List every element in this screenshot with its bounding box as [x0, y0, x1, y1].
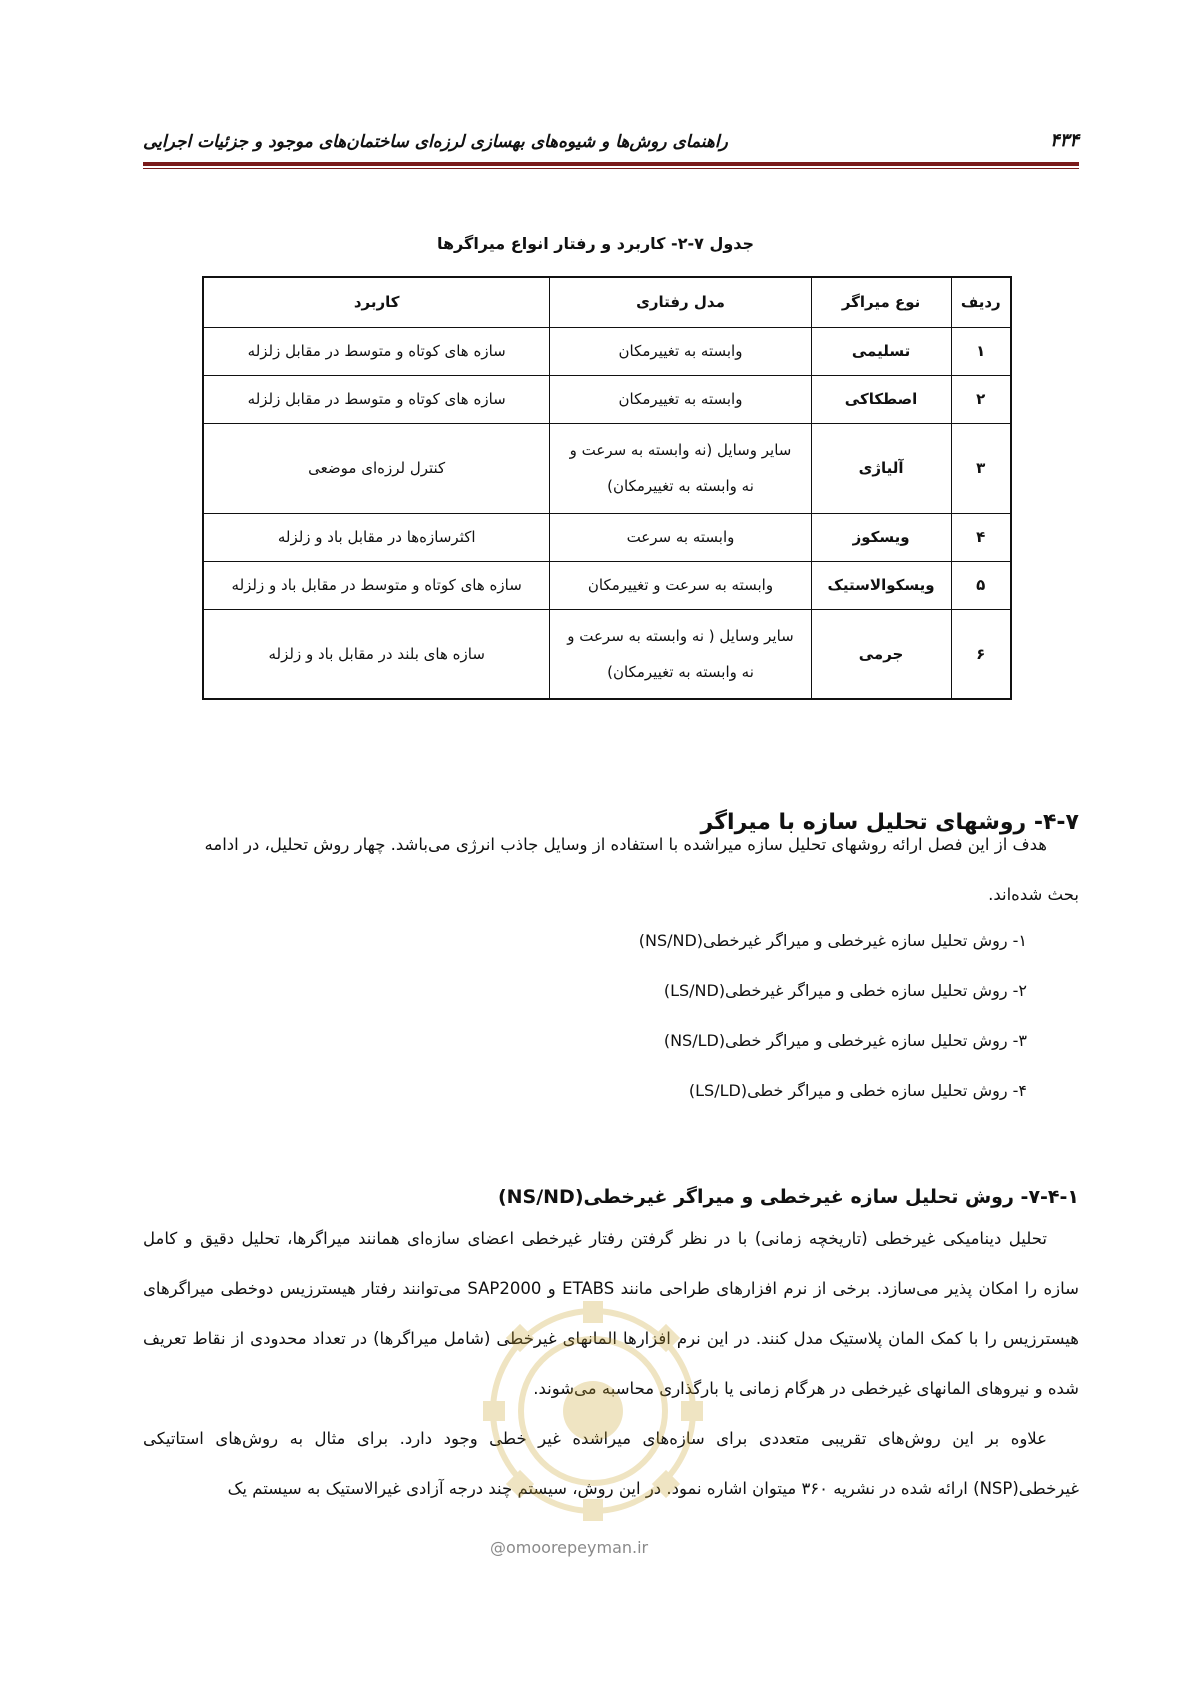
row-number: ۳: [951, 423, 1011, 513]
application: سازه های کوتاه و متوسط در مقابل باد و زلزله: [203, 561, 550, 609]
intro-line-2: بحث شده‌اند.: [988, 885, 1079, 904]
application: کنترل لرزه‌ای موضعی: [203, 423, 550, 513]
application: سازه های کوتاه و متوسط در مقابل زلزله: [203, 375, 550, 423]
row-number: ۱: [951, 327, 1011, 375]
intro-line-1: هدف از این فصل ارائه روشهای تحلیل سازه میراشده با استفاده از وسایل جاذب انرژی می‌باشد. چهار روش تحلیل، در ادامه: [204, 835, 1047, 854]
header-rule-thin: [143, 168, 1079, 169]
paragraph: علاوه بر این روش‌های تقریبی متعددی برای سازه‌های میراشده غیر خطی وجود دارد. برای مثال به روش‌های استاتیکی غیرخطی(NSP) ارائه شده در نشریه ۳۶۰ میتوان اشاره نمود. در این روش، سیستم چند درجه آزادی غیرالاستیک به سیستم یک: [143, 1429, 1079, 1498]
table-row: [203, 513, 1011, 561]
behavior-model-line-1: سایر وسایل ( نه وابسته به سرعت و: [567, 626, 794, 645]
damper-types-table: [202, 276, 1012, 700]
page-number: ۴۳۴: [1049, 130, 1079, 151]
damper-type: ویسکوالاستیک: [811, 561, 951, 609]
page-header: [143, 128, 1079, 168]
header-rule: [143, 162, 1079, 166]
behavior-model: وابسته به سرعت و تغییرمکان: [550, 561, 811, 609]
behavior-model-line-2: نه وابسته به تغییرمکان): [607, 477, 754, 495]
damper-type: جرمی: [811, 609, 951, 699]
application: اکثرسازه‌ها در مقابل باد و زلزله: [203, 513, 550, 561]
application: سازه های بلند در مقابل باد و زلزله: [203, 609, 550, 699]
paragraph: تحلیل دینامیکی غیرخطی (تاریخچه زمانی) با در نظر گرفتن رفتار غیرخطی اعضای سازه‌ای همانند میراگرها، تحلیل دقیق و کامل سازه را امکان پذیر می‌سازد. برخی از نرم افزارهای طراحی مانند ETABS و SAP2000 می‌توانند رفتار هیسترزیس دوخطی میراگرهای هیسترزیس را با کمک المان پلاستیک مدل کنند. در این نرم افزارها المانهای غیرخطی (شامل میراگرها) در تعداد محدودی از نقاط تعریف شده و نیروهای المانهای غیرخطی در هرگام زمانی یا بارگذاری محاسبه می‌شوند.: [143, 1229, 1079, 1398]
table-caption: جدول ۷-۲- کاربرد و رفتار انواع میراگرها: [436, 234, 755, 253]
row-number: ۴: [951, 513, 1011, 561]
list-item: ۱- روش تحلیل سازه غیرخطی و میراگر غیرخطی(NS/ND): [638, 931, 1027, 950]
table-row: [203, 561, 1011, 609]
damper-type: ویسکوز: [811, 513, 951, 561]
list-item: ۳- روش تحلیل سازه غیرخطی و میراگر خطی(NS/LD): [663, 1031, 1027, 1050]
table-row: [203, 609, 1011, 699]
subsection-body: [143, 1214, 1079, 1514]
table-row: [203, 423, 1011, 513]
behavior-model: [550, 423, 811, 513]
table-header-row: [203, 277, 1011, 327]
running-title: راهنمای روش‌ها و شیوه‌های بهسازی لرزه‌ای ساختمان‌های موجود و جزئیات اجرایی: [143, 132, 728, 152]
intro-paragraph: [143, 820, 1079, 920]
row-number: ۶: [951, 609, 1011, 699]
subsection-heading: ۷-۴-۱- روش تحلیل سازه غیرخطی و میراگر غیرخطی(NS/ND): [497, 1186, 1079, 1208]
damper-type: اصطکاکی: [811, 375, 951, 423]
damper-type: تسلیمی: [811, 327, 951, 375]
list-item: ۴- روش تحلیل سازه خطی و میراگر خطی(LS/LD): [688, 1081, 1027, 1100]
row-number: ۲: [951, 375, 1011, 423]
header-behavior-model: مدل رفتاری: [550, 277, 811, 327]
row-number: ۵: [951, 561, 1011, 609]
header-row-number: ردیف: [951, 277, 1011, 327]
application: سازه های کوتاه و متوسط در مقابل زلزله: [203, 327, 550, 375]
behavior-model: [550, 609, 811, 699]
header-damper-type: نوع میراگر: [811, 277, 951, 327]
list-item: ۲- روش تحلیل سازه خطی و میراگر غیرخطی(LS/ND): [663, 981, 1027, 1000]
behavior-model-line-1: سایر وسایل (نه وابسته به سرعت و: [569, 441, 792, 459]
table-row: [203, 327, 1011, 375]
behavior-model-line-2: نه وابسته به تغییرمکان): [607, 662, 754, 681]
behavior-model: وابسته به تغییرمکان: [550, 375, 811, 423]
watermark-url: @omoorepeyman.ir: [490, 1538, 649, 1557]
behavior-model: وابسته به تغییرمکان: [550, 327, 811, 375]
behavior-model: وابسته به سرعت: [550, 513, 811, 561]
damper-type: آلیاژی: [811, 423, 951, 513]
section-heading: ۴-۷- روشهای تحلیل سازه با میراگر: [700, 810, 1079, 835]
analysis-methods-list: [639, 916, 1027, 1116]
table-row: [203, 375, 1011, 423]
header-application: کاربرد: [203, 277, 550, 327]
